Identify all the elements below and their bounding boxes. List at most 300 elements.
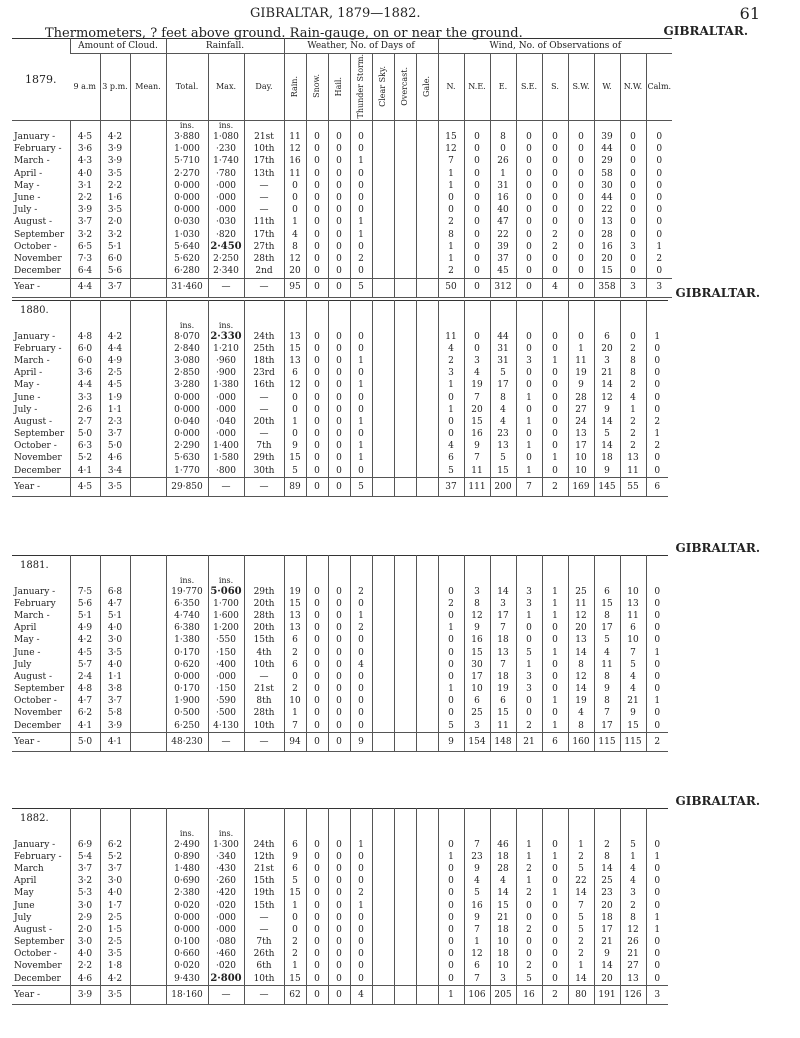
- data-cell: 0: [328, 924, 350, 936]
- data-cell: [130, 453, 166, 465]
- unit-cell: [394, 321, 416, 331]
- data-cell: 2·0: [70, 924, 100, 936]
- data-cell: [130, 192, 166, 204]
- unit-cell: [568, 321, 594, 331]
- data-cell: 0: [328, 876, 350, 888]
- data-cell: 47: [490, 217, 516, 229]
- column-header-label: Total.: [175, 82, 199, 92]
- table-row: [12, 229, 672, 241]
- data-cell: 0: [646, 156, 672, 168]
- data-cell: 6: [284, 839, 306, 851]
- data-cell: 2: [620, 900, 646, 912]
- data-cell: 1: [350, 355, 372, 367]
- month-label: May -: [14, 380, 40, 391]
- spacer-cell: [542, 556, 568, 577]
- data-cell: 5: [438, 465, 464, 478]
- data-cell: 6: [464, 961, 490, 973]
- data-cell: 2: [620, 343, 646, 355]
- data-cell: 0: [350, 924, 372, 936]
- month-label: February -: [14, 851, 62, 862]
- data-cell: 9: [594, 465, 620, 478]
- spacer-cell: [350, 809, 372, 830]
- data-cell: 0: [328, 192, 350, 204]
- data-cell: 3·2: [100, 229, 130, 241]
- year-label: 1879.: [12, 39, 70, 121]
- data-cell: 2: [516, 888, 542, 900]
- data-cell: [130, 863, 166, 875]
- column-header-label: Gale.: [422, 75, 431, 97]
- data-cell: 20th: [244, 623, 284, 635]
- data-cell: 0: [568, 205, 594, 217]
- data-cell: 3·7: [100, 696, 130, 708]
- data-cell: 1: [284, 900, 306, 912]
- data-cell: 12: [620, 924, 646, 936]
- data-cell: 0: [306, 586, 328, 598]
- spacer-cell: [284, 556, 306, 577]
- data-cell: 20: [594, 253, 620, 265]
- data-cell: 39: [490, 241, 516, 253]
- data-cell: 0·020: [166, 961, 208, 973]
- data-cell: 0: [516, 623, 542, 635]
- data-cell: 0: [328, 144, 350, 156]
- table-row: [12, 180, 672, 192]
- data-cell: 4·6: [100, 453, 130, 465]
- data-cell: 29: [594, 156, 620, 168]
- data-cell: 5: [620, 839, 646, 851]
- month-label: December: [14, 720, 61, 731]
- data-cell: [394, 441, 416, 453]
- data-cell: [372, 416, 394, 428]
- column-header-label: Day.: [255, 82, 273, 92]
- data-cell: [416, 192, 438, 204]
- unit-cell: [490, 829, 516, 839]
- data-cell: 0: [350, 331, 372, 343]
- data-cell: 1: [568, 961, 594, 973]
- data-cell: 3: [620, 888, 646, 900]
- data-cell: 0: [646, 586, 668, 598]
- total-cell: [394, 278, 416, 297]
- data-cell: 0: [350, 647, 372, 659]
- unit-cell: [438, 829, 464, 839]
- data-cell: 10th: [244, 659, 284, 671]
- column-header-se: [516, 54, 542, 121]
- group-header-wind: Wind, No. of Observations of: [438, 39, 672, 54]
- spacer-cell: [416, 556, 438, 577]
- data-cell: 10th: [244, 144, 284, 156]
- data-cell: [130, 266, 166, 279]
- data-cell: [394, 229, 416, 241]
- column-header-label: Mean.: [135, 82, 161, 92]
- total-cell: 18·160: [166, 986, 208, 1005]
- data-cell: 9: [594, 404, 620, 416]
- data-cell: [394, 659, 416, 671]
- data-cell: 13: [620, 453, 646, 465]
- unit-cell: [490, 121, 516, 132]
- data-cell: 0: [306, 696, 328, 708]
- data-cell: 3: [516, 598, 542, 610]
- total-cell: —: [244, 733, 284, 752]
- data-cell: [416, 416, 438, 428]
- data-cell: 3: [464, 720, 490, 733]
- spacer-cell: [166, 556, 208, 577]
- data-cell: 0: [350, 368, 372, 380]
- data-cell: 46: [490, 839, 516, 851]
- data-cell: 0: [328, 343, 350, 355]
- data-cell: 6·5: [70, 241, 100, 253]
- data-cell: 5·7: [70, 659, 100, 671]
- data-cell: 29th: [244, 586, 284, 598]
- column-header-nw: [620, 54, 646, 121]
- data-cell: 22: [568, 876, 594, 888]
- spacer-cell: [620, 556, 646, 577]
- data-cell: 5·640: [166, 241, 208, 253]
- data-cell: 30: [464, 659, 490, 671]
- data-cell: 23: [490, 429, 516, 441]
- data-cell: 0: [306, 217, 328, 229]
- data-cell: [372, 623, 394, 635]
- data-cell: [394, 863, 416, 875]
- table-row: [12, 839, 668, 851]
- data-cell: 0: [306, 368, 328, 380]
- data-cell: 21: [594, 368, 620, 380]
- data-cell: 7: [568, 900, 594, 912]
- unit-cell: [594, 321, 620, 331]
- data-cell: 0: [328, 380, 350, 392]
- data-cell: ·030: [208, 217, 244, 229]
- data-cell: 1·770: [166, 465, 208, 478]
- data-cell: 0: [542, 343, 568, 355]
- total-cell: 4·1: [100, 733, 130, 752]
- data-cell: 6·0: [100, 253, 130, 265]
- unit-cell: [646, 121, 672, 132]
- data-cell: [416, 684, 438, 696]
- data-cell: 4: [594, 647, 620, 659]
- data-cell: 1·400: [208, 441, 244, 453]
- total-cell: 2: [542, 478, 568, 497]
- month-label: April -: [14, 368, 43, 379]
- spacer-cell: [438, 809, 464, 830]
- data-cell: 0: [568, 144, 594, 156]
- unit-cell: [464, 829, 490, 839]
- data-cell: 2·330: [208, 331, 244, 343]
- data-cell: 4: [464, 368, 490, 380]
- spacer-cell: [100, 556, 130, 577]
- data-cell: 4: [620, 876, 646, 888]
- data-cell: 1: [516, 839, 542, 851]
- table-row: [12, 241, 672, 253]
- data-cell: 1: [646, 924, 668, 936]
- data-cell: 3·880: [166, 131, 208, 143]
- data-cell: 8: [490, 392, 516, 404]
- spacer-cell: [542, 809, 568, 830]
- data-cell: 22: [490, 229, 516, 241]
- data-cell: 6·350: [166, 598, 208, 610]
- data-cell: 3·5: [100, 949, 130, 961]
- data-cell: 0: [516, 429, 542, 441]
- unit-cell: [244, 576, 284, 586]
- data-cell: 0: [464, 253, 490, 265]
- data-cell: 0: [350, 241, 372, 253]
- data-cell: ·460: [208, 949, 244, 961]
- total-cell: 126: [620, 986, 646, 1005]
- total-cell: 154: [464, 733, 490, 752]
- table-row: [12, 863, 668, 875]
- total-cell: 0: [306, 478, 328, 497]
- data-cell: 0: [542, 659, 568, 671]
- data-cell: ·000: [208, 429, 244, 441]
- data-cell: 1: [284, 217, 306, 229]
- data-cell: 0: [542, 671, 568, 683]
- data-cell: 0: [516, 192, 542, 204]
- data-cell: 15: [284, 453, 306, 465]
- data-cell: 27: [620, 961, 646, 973]
- data-cell: 0: [306, 343, 328, 355]
- data-cell: 1: [350, 217, 372, 229]
- data-cell: 2·3: [100, 416, 130, 428]
- unit-cell: [284, 829, 306, 839]
- total-cell: 191: [594, 986, 620, 1005]
- data-cell: 0: [438, 635, 464, 647]
- total-cell: 148: [490, 733, 516, 752]
- data-cell: [416, 392, 438, 404]
- data-cell: 11: [490, 720, 516, 733]
- unit-cell: [284, 121, 306, 132]
- unit-cell: [646, 829, 668, 839]
- data-cell: 0: [306, 839, 328, 851]
- spacer-cell: [394, 809, 416, 830]
- data-cell: 12: [464, 610, 490, 622]
- unit-cell: [130, 829, 166, 839]
- data-cell: 2: [646, 441, 668, 453]
- data-cell: 4·6: [70, 973, 100, 986]
- data-cell: 1·6: [100, 192, 130, 204]
- total-cell: 21: [516, 733, 542, 752]
- data-cell: [372, 647, 394, 659]
- column-header-label: E.: [498, 82, 508, 92]
- data-cell: 10: [284, 696, 306, 708]
- data-cell: 2: [516, 720, 542, 733]
- data-cell: 2·9: [70, 912, 100, 924]
- data-cell: 6·0: [70, 355, 100, 367]
- data-cell: 4: [438, 343, 464, 355]
- total-cell: 0: [328, 478, 350, 497]
- spacer-cell: [464, 809, 490, 830]
- data-cell: 0: [306, 900, 328, 912]
- data-cell: [130, 392, 166, 404]
- data-cell: 0: [328, 623, 350, 635]
- data-cell: 3·2: [70, 229, 100, 241]
- data-cell: 5·3: [70, 888, 100, 900]
- data-cell: 0: [464, 343, 490, 355]
- data-cell: 2·6: [70, 404, 100, 416]
- total-cell: 0: [464, 278, 490, 297]
- year-total-row: [12, 278, 672, 297]
- table-row: [12, 429, 668, 441]
- data-cell: 0: [306, 392, 328, 404]
- data-cell: 0: [646, 229, 672, 241]
- data-cell: [130, 380, 166, 392]
- month-label: August -: [14, 671, 52, 682]
- data-cell: 8: [594, 696, 620, 708]
- column-header-label: S.W.: [572, 82, 590, 92]
- column-header-max: [208, 54, 244, 121]
- data-cell: 0: [542, 937, 568, 949]
- data-cell: 0: [438, 949, 464, 961]
- data-cell: [416, 924, 438, 936]
- data-cell: 2·340: [208, 266, 244, 279]
- unit-cell: [490, 576, 516, 586]
- unit-cell: [516, 829, 542, 839]
- data-cell: [394, 623, 416, 635]
- data-cell: 7: [490, 623, 516, 635]
- data-cell: 20th: [244, 416, 284, 428]
- data-cell: 1: [284, 961, 306, 973]
- data-cell: [416, 720, 438, 733]
- data-cell: 5: [516, 973, 542, 986]
- data-cell: 0: [350, 180, 372, 192]
- data-cell: 0: [620, 229, 646, 241]
- total-cell: 145: [594, 478, 620, 497]
- data-cell: 4: [350, 659, 372, 671]
- data-cell: 15: [490, 465, 516, 478]
- data-cell: [394, 144, 416, 156]
- data-cell: 2·490: [166, 839, 208, 851]
- data-cell: 1: [350, 839, 372, 851]
- data-cell: [416, 380, 438, 392]
- data-cell: 16th: [244, 380, 284, 392]
- data-cell: 6·8: [100, 586, 130, 598]
- unit-cell: [594, 121, 620, 132]
- data-cell: [416, 708, 438, 720]
- data-cell: 10: [620, 586, 646, 598]
- data-cell: [416, 266, 438, 279]
- data-cell: 4: [490, 876, 516, 888]
- data-cell: 0: [328, 205, 350, 217]
- data-cell: 0·620: [166, 659, 208, 671]
- data-cell: 2: [350, 253, 372, 265]
- total-cell: 3·5: [100, 478, 130, 497]
- data-cell: 0: [542, 144, 568, 156]
- total-cell: [394, 478, 416, 497]
- data-cell: 11: [568, 598, 594, 610]
- data-cell: 2: [284, 684, 306, 696]
- data-cell: 2: [284, 949, 306, 961]
- data-cell: [394, 355, 416, 367]
- data-cell: 4·0: [70, 168, 100, 180]
- month-label: May: [14, 888, 34, 899]
- total-cell: 0: [328, 278, 350, 297]
- data-cell: [394, 205, 416, 217]
- data-cell: 0: [542, 863, 568, 875]
- table-row: [12, 441, 668, 453]
- data-cell: [372, 229, 394, 241]
- data-cell: ·900: [208, 368, 244, 380]
- data-cell: 1: [438, 241, 464, 253]
- data-cell: [416, 368, 438, 380]
- column-header-label: Clear Sky.: [378, 65, 387, 107]
- data-cell: —: [244, 429, 284, 441]
- unit-cell: [70, 576, 100, 586]
- data-cell: 0: [646, 623, 668, 635]
- data-cell: [130, 229, 166, 241]
- data-cell: 0: [438, 659, 464, 671]
- data-cell: 0: [542, 180, 568, 192]
- data-cell: 0: [438, 696, 464, 708]
- data-cell: [394, 453, 416, 465]
- data-cell: [394, 924, 416, 936]
- data-cell: [416, 229, 438, 241]
- group-header-cloud: Amount of Cloud.: [70, 39, 166, 54]
- total-cell: 5·0: [70, 733, 100, 752]
- unit-cell: [416, 829, 438, 839]
- data-cell: [130, 429, 166, 441]
- unit-cell: [542, 121, 568, 132]
- data-cell: 1: [516, 876, 542, 888]
- table-row: [12, 168, 672, 180]
- table-row: [12, 671, 668, 683]
- data-cell: 1: [516, 465, 542, 478]
- data-cell: 1·5: [100, 924, 130, 936]
- table-row: [12, 708, 668, 720]
- month-label: August -: [14, 416, 52, 427]
- data-cell: 17: [464, 671, 490, 683]
- data-cell: 21: [620, 696, 646, 708]
- data-cell: [394, 696, 416, 708]
- data-cell: 14: [594, 416, 620, 428]
- data-cell: 0: [568, 156, 594, 168]
- data-cell: 0: [646, 404, 668, 416]
- data-cell: 7: [490, 659, 516, 671]
- data-cell: [416, 937, 438, 949]
- data-cell: 15: [594, 598, 620, 610]
- data-cell: 15: [284, 973, 306, 986]
- data-cell: 3·280: [166, 380, 208, 392]
- month-label: September: [14, 937, 65, 948]
- data-cell: [394, 598, 416, 610]
- data-cell: 2·5: [100, 937, 130, 949]
- data-cell: 0: [328, 863, 350, 875]
- data-cell: 1: [568, 343, 594, 355]
- data-cell: [130, 217, 166, 229]
- unit-cell: [646, 576, 668, 586]
- total-cell: 3: [620, 278, 646, 297]
- month-label: September: [14, 229, 65, 240]
- data-cell: 6: [284, 863, 306, 875]
- data-cell: [416, 465, 438, 478]
- spacer-cell: [328, 556, 350, 577]
- data-cell: 19·770: [166, 586, 208, 598]
- data-cell: 18: [490, 671, 516, 683]
- spacer-cell: [594, 301, 620, 322]
- data-cell: 28: [490, 863, 516, 875]
- data-cell: 0: [516, 696, 542, 708]
- data-cell: 0: [516, 912, 542, 924]
- total-cell: [372, 733, 394, 752]
- data-cell: 15: [464, 647, 490, 659]
- data-cell: 0: [516, 168, 542, 180]
- header-title-center: GIBRALTAR, 1879—1882.: [250, 6, 421, 21]
- total-cell: 0: [306, 733, 328, 752]
- data-cell: 13: [490, 441, 516, 453]
- data-cell: 4·740: [166, 610, 208, 622]
- data-cell: [372, 241, 394, 253]
- unit-cell: [244, 829, 284, 839]
- data-cell: 0: [516, 635, 542, 647]
- total-cell: 5: [350, 278, 372, 297]
- unit-cell: [464, 321, 490, 331]
- data-cell: 0·000: [166, 924, 208, 936]
- data-cell: 15th: [244, 876, 284, 888]
